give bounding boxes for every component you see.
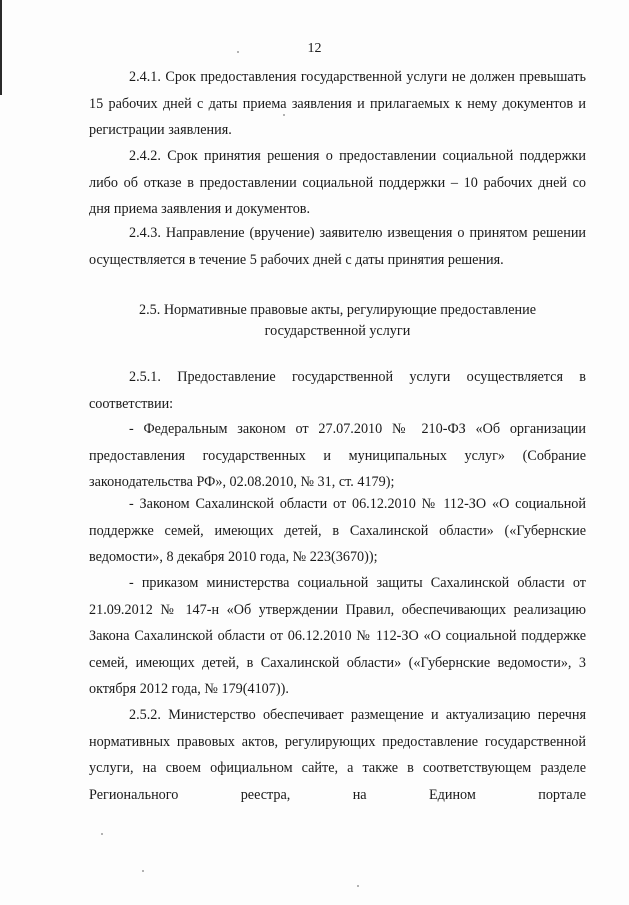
paragraph-2-4-1: 2.4.1. Срок предоставления государственной услуги не должен превышать 15 рабочих дней с даты приема заявления и прилагаемых к нему документов и регистрации заявления. <box>89 69 586 138</box>
list-item-ministry-order: - приказом министерства социальной защиты Сахалинской области от 21.09.2012 № 147-н «Об утверждении Правил, обеспечивающих реализацию Закона Сахалинской области от 06.12.2010 № 112-ЗО «О социальной поддержке семей, имеющих детей, в Сахалинской области» («Губернские ведомости», 3 октября 2012 года, № 179(4107)). <box>89 575 586 697</box>
scan-speck <box>237 51 239 53</box>
scan-speck <box>357 885 359 887</box>
scan-speck <box>101 833 103 835</box>
paragraph-2-5-1: 2.5.1. Предоставление государственной услуги осуществляется в соответствии: <box>89 369 586 412</box>
page-number: 12 <box>307 41 322 56</box>
scan-speck <box>283 114 285 116</box>
list-item-federal-law: - Федеральным законом от 27.07.2010 № 210-ФЗ «Об организации предоставления государственных и муниципальных услуг» (Собрание законодательства РФ», 02.08.2010, № 31, ст. 4179); <box>89 421 586 490</box>
section-heading-2-5: 2.5. Нормативные правовые акты, регулирующие предоставление государственной услуги <box>138 302 536 339</box>
paragraph-2-4-2: 2.4.2. Срок принятия решения о предоставлении социальной поддержки либо об отказе в предоставлении социальной поддержки – 10 рабочих дней со дня приема заявления и документов. <box>89 148 586 217</box>
paragraph-2-5-2: 2.5.2. Министерство обеспечивает размещение и актуализацию перечня нормативных правовых актов, регулирующих предоставление государственной услуги, на своем официальном сайте, а также в соответствующем разделе Регионального реестра, на Едином портале <box>89 707 586 803</box>
paragraph-2-4-3: 2.4.3. Направление (вручение) заявителю извещения о принятом решении осуществляется в течение 5 рабочих дней с даты принятия решения. <box>89 225 586 268</box>
list-item-regional-law: - Законом Сахалинской области от 06.12.2010 № 112-ЗО «О социальной поддержке семей, имеющих детей, в Сахалинской области» («Губернские ведомости», 8 декабря 2010 года, № 223(3670)); <box>89 496 586 565</box>
scan-speck <box>142 870 144 872</box>
